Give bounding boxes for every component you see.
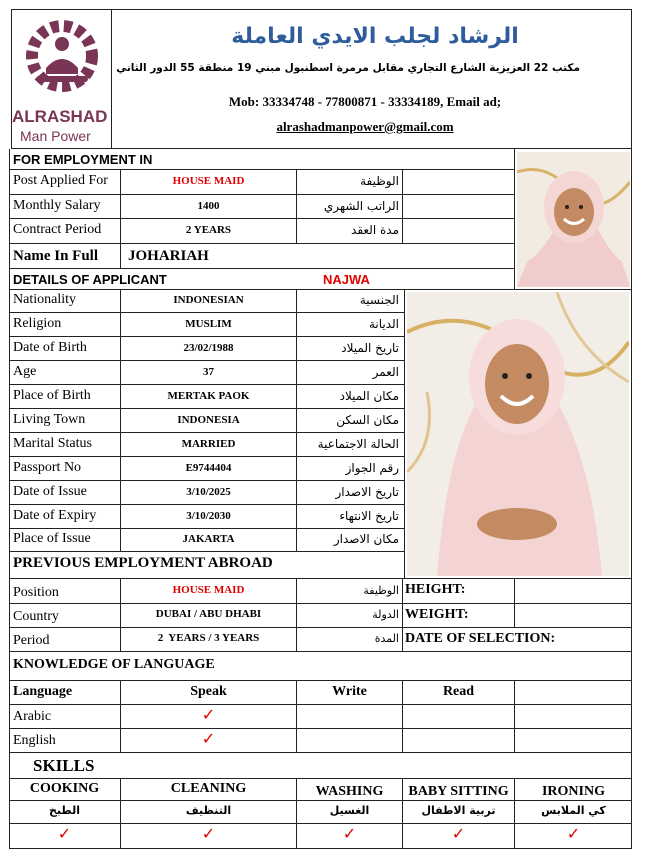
row-label-ar: الديانة bbox=[368, 317, 399, 331]
row-label: Nationality bbox=[13, 292, 76, 307]
post-label: Post Applied For bbox=[13, 173, 108, 188]
row-value: MUSLIM bbox=[185, 318, 232, 330]
salary-label-ar: الراتب الشهري bbox=[323, 199, 399, 213]
skill-label-ar: الغسيل bbox=[329, 804, 370, 817]
skill-label: WASHING bbox=[315, 784, 384, 799]
check-icon: ✓ bbox=[451, 824, 466, 843]
section-language: KNOWLEDGE OF LANGUAGE bbox=[13, 657, 215, 672]
section-applicant: DETAILS OF APPLICANT bbox=[13, 272, 167, 287]
contract-label: Contract Period bbox=[13, 222, 102, 237]
section-previous: PREVIOUS EMPLOYMENT ABROAD bbox=[13, 555, 273, 571]
row-label-ar: الجنسية bbox=[359, 293, 399, 307]
logo-subtitle: Man Power bbox=[20, 128, 91, 144]
skill-label-ar: التنظيف bbox=[185, 804, 232, 817]
weight-label: WEIGHT: bbox=[405, 607, 469, 622]
row-label-ar: تاريخ الميلاد bbox=[341, 341, 399, 355]
row-value: JAKARTA bbox=[182, 533, 235, 545]
row-label: Date of Expiry bbox=[13, 508, 97, 523]
row-value: INDONESIA bbox=[177, 414, 240, 426]
position-label: Position bbox=[13, 585, 59, 600]
skill-label: BABY SITTING bbox=[408, 784, 509, 799]
divider bbox=[111, 9, 112, 149]
height-label: HEIGHT: bbox=[405, 582, 466, 597]
skill-label: COOKING bbox=[29, 781, 100, 796]
country-value: DUBAI / ABU DHABI bbox=[155, 608, 262, 620]
row-label-ar: الحالة الاجتماعية bbox=[317, 437, 399, 451]
skill-label: IRONING bbox=[541, 784, 605, 799]
row-label: Passport No bbox=[13, 460, 82, 475]
row-label-ar: تاريخ الانتهاء bbox=[339, 509, 399, 523]
post-value: HOUSE MAID bbox=[172, 175, 245, 187]
salary-label: Monthly Salary bbox=[13, 198, 101, 213]
row-label-ar: مكان الميلاد bbox=[339, 389, 399, 403]
logo-name: ALRASHAD bbox=[12, 107, 108, 126]
company-mobile: Mob: 33334748 - 77800871 - 33334189, Email ad; bbox=[228, 94, 502, 109]
company-email[interactable]: alrashadmanpower@gmail.com bbox=[276, 119, 454, 134]
skill-label-ar: كي الملابس bbox=[541, 804, 606, 817]
company-name: الرشاد لجلب الايدي العاملة bbox=[231, 24, 519, 49]
contract-label-ar: مدة العقد bbox=[351, 223, 399, 237]
row-value: MERTAK PAOK bbox=[167, 390, 250, 402]
check-icon: ✓ bbox=[566, 824, 581, 843]
company-logo bbox=[12, 16, 108, 144]
row-value: 23/02/1988 bbox=[183, 342, 234, 354]
row-label-ar: العمر bbox=[372, 365, 399, 379]
check-icon: ✓ bbox=[57, 824, 72, 843]
applicant-code: NAJWA bbox=[323, 272, 370, 287]
country-label: Country bbox=[13, 609, 59, 624]
check-icon: ✓ bbox=[201, 729, 216, 748]
company-address: مكتب 22 العزيزية الشارع التجاري مقابل مرمرة اسطنبول مبني 19 منطقة 55 الدور الثاني bbox=[116, 62, 580, 74]
language-name: Arabic bbox=[13, 709, 52, 724]
row-value: 3/10/2030 bbox=[186, 510, 231, 522]
language-header: Language bbox=[13, 684, 73, 699]
section-skills: SKILLS bbox=[33, 756, 95, 775]
contract-value: 2 YEARS bbox=[185, 224, 232, 236]
row-label: Marital Status bbox=[13, 436, 92, 451]
position-label-ar: الوظيفة bbox=[363, 584, 399, 597]
position-value: HOUSE MAID bbox=[172, 584, 245, 596]
skill-label-ar: الطبخ bbox=[48, 804, 81, 817]
skill-label-ar: تربية الاطفال bbox=[421, 804, 496, 817]
row-label: Place of Birth bbox=[13, 388, 91, 403]
row-label: Date of Birth bbox=[13, 340, 87, 355]
row-label: Living Town bbox=[13, 412, 86, 427]
check-icon: ✓ bbox=[201, 824, 216, 843]
row-value: E9744404 bbox=[185, 462, 232, 474]
row-label-ar: رقم الجواز bbox=[345, 461, 399, 475]
skill-label: CLEANING bbox=[170, 781, 247, 796]
applicant-photo-full bbox=[407, 292, 629, 576]
row-label: Religion bbox=[13, 316, 62, 331]
period-label: Period bbox=[13, 633, 50, 648]
row-label: Age bbox=[13, 364, 37, 379]
salary-value: 1400 bbox=[197, 200, 220, 212]
period-label-ar: المدة bbox=[374, 632, 399, 645]
row-label-ar: مكان الاصدار bbox=[333, 532, 399, 546]
check-icon: ✓ bbox=[201, 705, 216, 724]
row-value: 37 bbox=[203, 366, 214, 378]
period-value: 2 YEARS / 3 YEARS bbox=[157, 632, 260, 644]
row-label: Place of Issue bbox=[13, 531, 91, 546]
row-label-ar: مكان السكن bbox=[336, 413, 399, 427]
selection-date-label: DATE OF SELECTION: bbox=[405, 631, 556, 646]
speak-header: Speak bbox=[190, 684, 227, 699]
language-name: English bbox=[13, 733, 56, 748]
name-value: JOHARIAH bbox=[128, 248, 209, 264]
name-label: Name In Full bbox=[13, 248, 99, 264]
row-value: MARRIED bbox=[181, 438, 236, 450]
row-label-ar: تاريخ الاصدار bbox=[335, 485, 399, 499]
gear-person-icon bbox=[16, 16, 108, 106]
row-value: 3/10/2025 bbox=[186, 486, 231, 498]
row-label: Date of Issue bbox=[13, 484, 87, 499]
country-label-ar: الدولة bbox=[372, 608, 399, 621]
check-icon: ✓ bbox=[342, 824, 357, 843]
post-label-ar: الوظيفة bbox=[360, 174, 399, 188]
applicant-photo-small bbox=[517, 152, 630, 287]
section-employment: FOR EMPLOYMENT IN bbox=[13, 152, 153, 167]
write-header: Write bbox=[332, 684, 367, 699]
row-value: INDONESIAN bbox=[173, 294, 244, 306]
read-header: Read bbox=[442, 684, 475, 699]
